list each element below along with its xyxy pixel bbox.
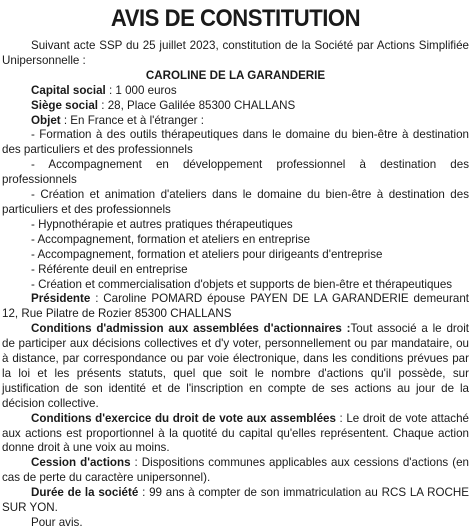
intro-paragraph: Suivant acte SSP du 25 juillet 2023, constitution de la Société par Actions Simplifiée Unipersonnelle : <box>2 39 469 67</box>
duree-value: : 99 ans à compter de son immatriculation au RCS LA ROCHE SUR YON. <box>2 486 469 515</box>
vote-value: : Le droit de vote attaché aux actions est proportionnel à la quotité du capital qu'elles représentent. Chaque action donne droit à une voix au moins. <box>2 411 469 455</box>
duree-paragraph <box>2 486 469 516</box>
cession-paragraph <box>2 456 469 486</box>
objet-item: - Référente deuil en entreprise <box>31 262 188 276</box>
objet-label: Objet <box>31 113 61 127</box>
presidente-value: : Caroline POMARD épouse PAYEN DE LA GARANDERIE demeurant 12, Rue Pilatre de Rozier 85300 CHALLANS <box>2 292 469 321</box>
admission-paragraph <box>2 322 469 411</box>
objet-line <box>2 114 469 129</box>
objet-item: - Accompagnement en développement professionnel à destination des professionnels <box>2 158 469 187</box>
objet-value: : En France et à l'étranger : <box>60 113 204 127</box>
capital-label: Capital social <box>31 83 106 97</box>
siege-label: Siège social <box>31 98 99 112</box>
vote-paragraph <box>2 412 469 457</box>
presidente-label: Présidente <box>31 292 91 306</box>
objet-item: - Accompagnement, formation et ateliers en entreprise <box>31 232 311 246</box>
duree-label: Durée de la société <box>31 486 139 500</box>
cession-value: : Dispositions communes applicables aux cessions d'actions (en cas de perte du caractère unipersonnel). <box>2 456 469 485</box>
cession-label: Cession d'actions <box>31 456 131 470</box>
objet-item: - Création et commercialisation d'objets et supports de bien-être et thérapeutiques <box>31 277 453 291</box>
objet-item: - Hypnothérapie et autres pratiques thérapeutiques <box>31 217 293 231</box>
presidente-line <box>2 292 469 322</box>
admission-label: Conditions d'admission aux assemblées d'actionnaires : <box>31 322 351 336</box>
objet-item: - Création et animation d'ateliers dans le domaine du bien-être à destination des particuliers et des professionnels <box>2 188 469 216</box>
capital-value: : 1 000 euros <box>105 83 177 97</box>
closing-line: Pour avis. <box>31 516 83 529</box>
vote-label: Conditions d'exercice du droit de vote aux assemblées <box>31 411 336 425</box>
company-name: CAROLINE DE LA GARANDERIE <box>145 68 326 82</box>
siege-line <box>2 99 469 114</box>
capital-line <box>2 84 469 99</box>
siege-value: : 28, Place Galilée 85300 CHALLANS <box>98 98 296 112</box>
admission-value: Tout associé a le droit de participer aux décisions collectives et d'y voter, personnellement ou par mandataire, ou à distance, par correspondance ou par voie électronique, dans les conditions prévues par la loi et les présents statuts, quel que soit le nombre d'actions qu'il possède, sur justification de son identité et de l'inscription en compte de ses actions au jour de la décision collective. <box>2 322 469 410</box>
objet-item: - Accompagnement, formation et ateliers pour dirigeants d'entreprise <box>31 247 383 261</box>
notice-title: AVIS DE CONSTITUTION <box>110 5 361 32</box>
objet-item: - Formation à des outils thérapeutiques dans le domaine du bien-être à destination des particuliers et des professionnels <box>2 128 469 157</box>
